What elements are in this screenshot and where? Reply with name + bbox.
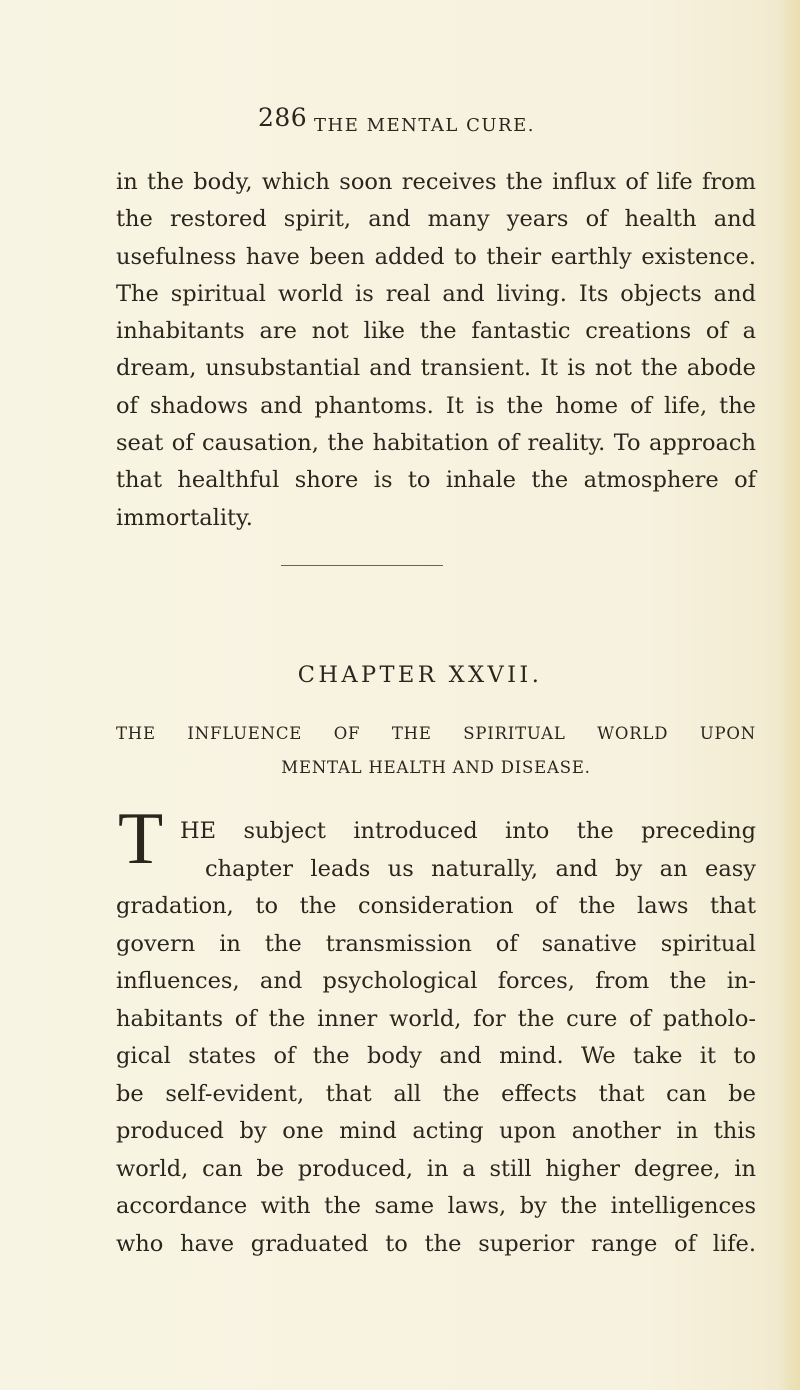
chapter-subtitle-line: THE INFLUENCE OF THE SPIRITUAL WORLD UPON — [116, 724, 756, 743]
text-line: govern in the transmission of sanative spiritual — [116, 931, 756, 957]
text-line: influences, and psychological forces, from the in- — [116, 968, 756, 994]
page-number: 286 — [258, 103, 308, 132]
page-header — [258, 103, 678, 143]
text-line: produced by one mind acting upon another in this — [116, 1118, 756, 1144]
body-paragraph: in the body, which soon receives the influx of life from the restored spirit, and many years of health and usefulness have been added to their earthly existence. The spiritual world is real and living. Its objects and inhabitants are not like the fantastic creations of a dream, unsubstantial and transient. It is not the abode of shadows and phantoms. It is the home of life, the seat of causation, the habitation of reality. To approach that healthful shore is to inhale the atmosphere of immortality. — [116, 169, 756, 531]
text-line: accordance with the same laws, by the intelligences — [116, 1193, 756, 1219]
text-line: gical states of the body and mind. We take it to — [116, 1043, 756, 1069]
text-line: who have graduated to the superior range of life. — [116, 1231, 756, 1257]
text-line: be self-evident, that all the effects that can be — [116, 1081, 756, 1107]
text-line: world, can be produced, in a still higher degree, in — [116, 1156, 756, 1182]
section-divider — [281, 565, 443, 566]
drop-cap: T — [118, 798, 164, 880]
chapter-subtitle-line: MENTAL HEALTH AND DISEASE. — [281, 758, 591, 777]
text-line: habitants of the inner world, for the cure of patholo- — [116, 1006, 756, 1032]
text-line: gradation, to the consideration of the laws that — [116, 893, 756, 919]
chapter-title: CHAPTER XXVII. — [297, 662, 543, 688]
page-edge-shadow — [778, 0, 800, 1390]
text-line: HE subject introduced into the preceding — [180, 818, 756, 844]
text-line: chapter leads us naturally, and by an easy — [205, 856, 756, 882]
running-head: THE MENTAL CURE. — [314, 115, 535, 136]
